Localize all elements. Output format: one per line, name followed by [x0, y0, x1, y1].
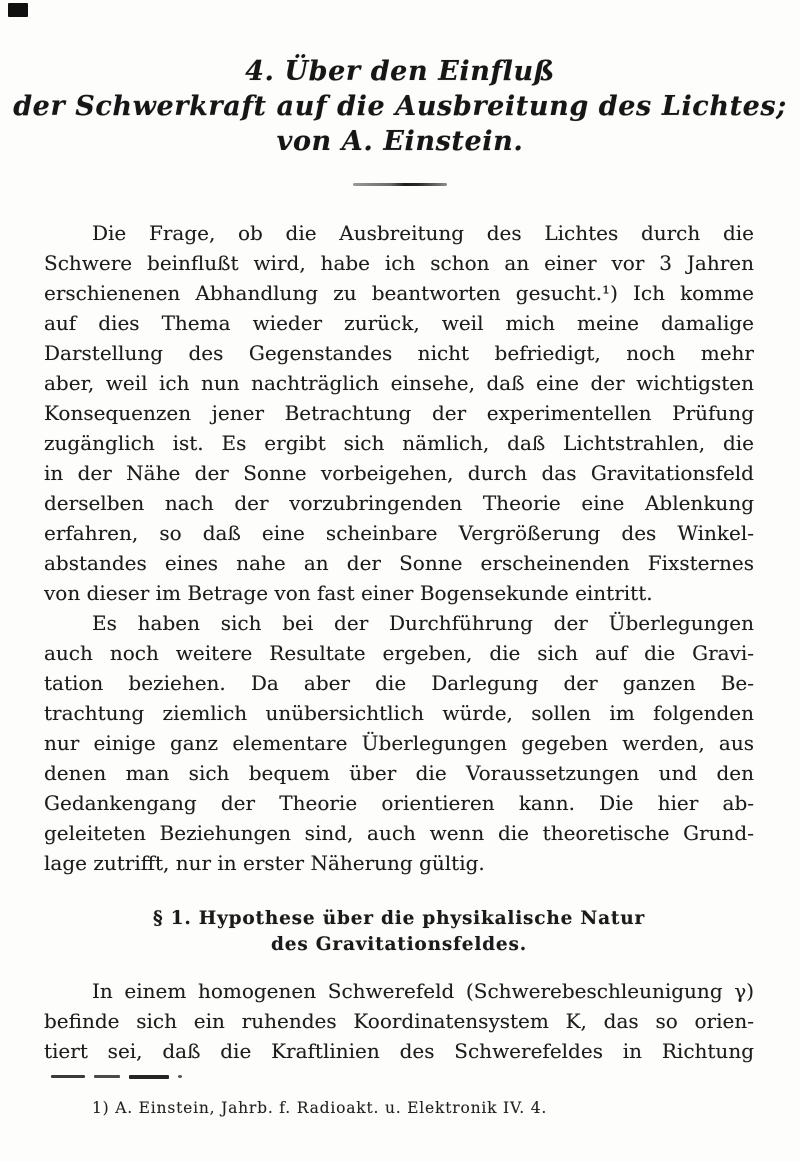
footnote-reference: 1) A. Einstein, Jahrb. f. Radioakt. u. Elektronik IV. 4. [92, 1099, 548, 1117]
separator-dash [94, 1075, 120, 1078]
text-line: in der Nähe der Sonne vorbeigehen, durch das Gravitationsfeld [44, 461, 754, 485]
paragraph-3 [44, 976, 754, 1066]
text-line: auf dies Thema wieder zurück, weil mich meine damalige [44, 311, 754, 335]
text-line: auch noch weitere Resultate ergeben, die sich auf die Gravi- [44, 641, 754, 665]
separator-dash [129, 1075, 169, 1079]
text-line: aber, weil ich nun nachträglich einsehe, daß eine der wichtigsten [44, 371, 754, 395]
text-line: geleiteten Beziehungen sind, auch wenn die theoretische Grund- [44, 821, 754, 845]
text-line: Es haben sich bei der Durchführung der Überlegungen [92, 611, 754, 635]
text-line: erschienenen Abhandlung zu beantworten gesucht.¹) Ich komme [44, 281, 754, 305]
text-line: tation beziehen. Da aber die Darlegung der ganzen Be- [44, 671, 754, 695]
text-line: denen man sich bequem über die Voraussetzungen und den [44, 761, 754, 785]
text-line: zugänglich ist. Es ergibt sich nämlich, daß Lichtstrahlen, die [44, 431, 754, 455]
text-line: Gedankengang der Theorie orientieren kann. Die hier ab- [44, 791, 754, 815]
paper-title-line: 4. Über den Einfluß [245, 56, 555, 87]
text-line: trachtung ziemlich unübersichtlich würde, sollen im folgenden [44, 701, 754, 725]
text-line: Darstellung des Gegenstandes nicht befriedigt, noch mehr [44, 341, 754, 365]
separator-dot [178, 1075, 182, 1078]
section-heading-line: des Gravitationsfeldes. [271, 934, 527, 955]
paper-author-line: von A. Einstein. [276, 126, 524, 157]
section-heading-line: § 1. Hypothese über die physikalische Natur [152, 908, 646, 929]
text-line: lage zutrifft, nur in erster Näherung gültig. [44, 851, 485, 875]
text-line: erfahren, so daß eine scheinbare Vergrößerung des Winkel- [44, 521, 754, 545]
paragraph-2 [44, 608, 754, 878]
text-line: abstandes eines nahe an der Sonne erscheinenden Fixsternes [44, 551, 754, 575]
text-line: Die Frage, ob die Ausbreitung des Lichtes durch die [92, 221, 754, 245]
paper-body [44, 218, 754, 1123]
text-line: tiert sei, daß die Kraftlinien des Schwerefeldes in Richtung [44, 1039, 754, 1063]
text-line: von dieser im Betrage von fast einer Bogensekunde eintritt. [44, 581, 653, 605]
paper-title [0, 0, 800, 159]
text-line: befinde sich ein ruhendes Koordinatensystem K, das so orien- [44, 1009, 754, 1033]
paper-title-line: der Schwerkraft auf die Ausbreitung des Lichtes; [13, 91, 787, 122]
paragraph-1 [44, 218, 754, 608]
footnote-separator [51, 1074, 754, 1079]
text-line: derselben nach der vorzubringenden Theorie eine Ablenkung [44, 491, 754, 515]
text-line: In einem homogenen Schwerefeld (Schwerebeschleunigung γ) [92, 979, 754, 1003]
title-separator-rule [353, 183, 447, 186]
scan-artifact-mark [8, 3, 28, 17]
text-line: Konsequenzen jener Betrachtung der experimentellen Prüfung [44, 401, 754, 425]
section-1-heading [44, 906, 754, 958]
text-line: nur einige ganz elementare Überlegungen gegeben werden, aus [44, 731, 754, 755]
separator-dash [51, 1075, 85, 1078]
text-line: Schwere beinflußt wird, habe ich schon an einer vor 3 Jahren [44, 251, 754, 275]
